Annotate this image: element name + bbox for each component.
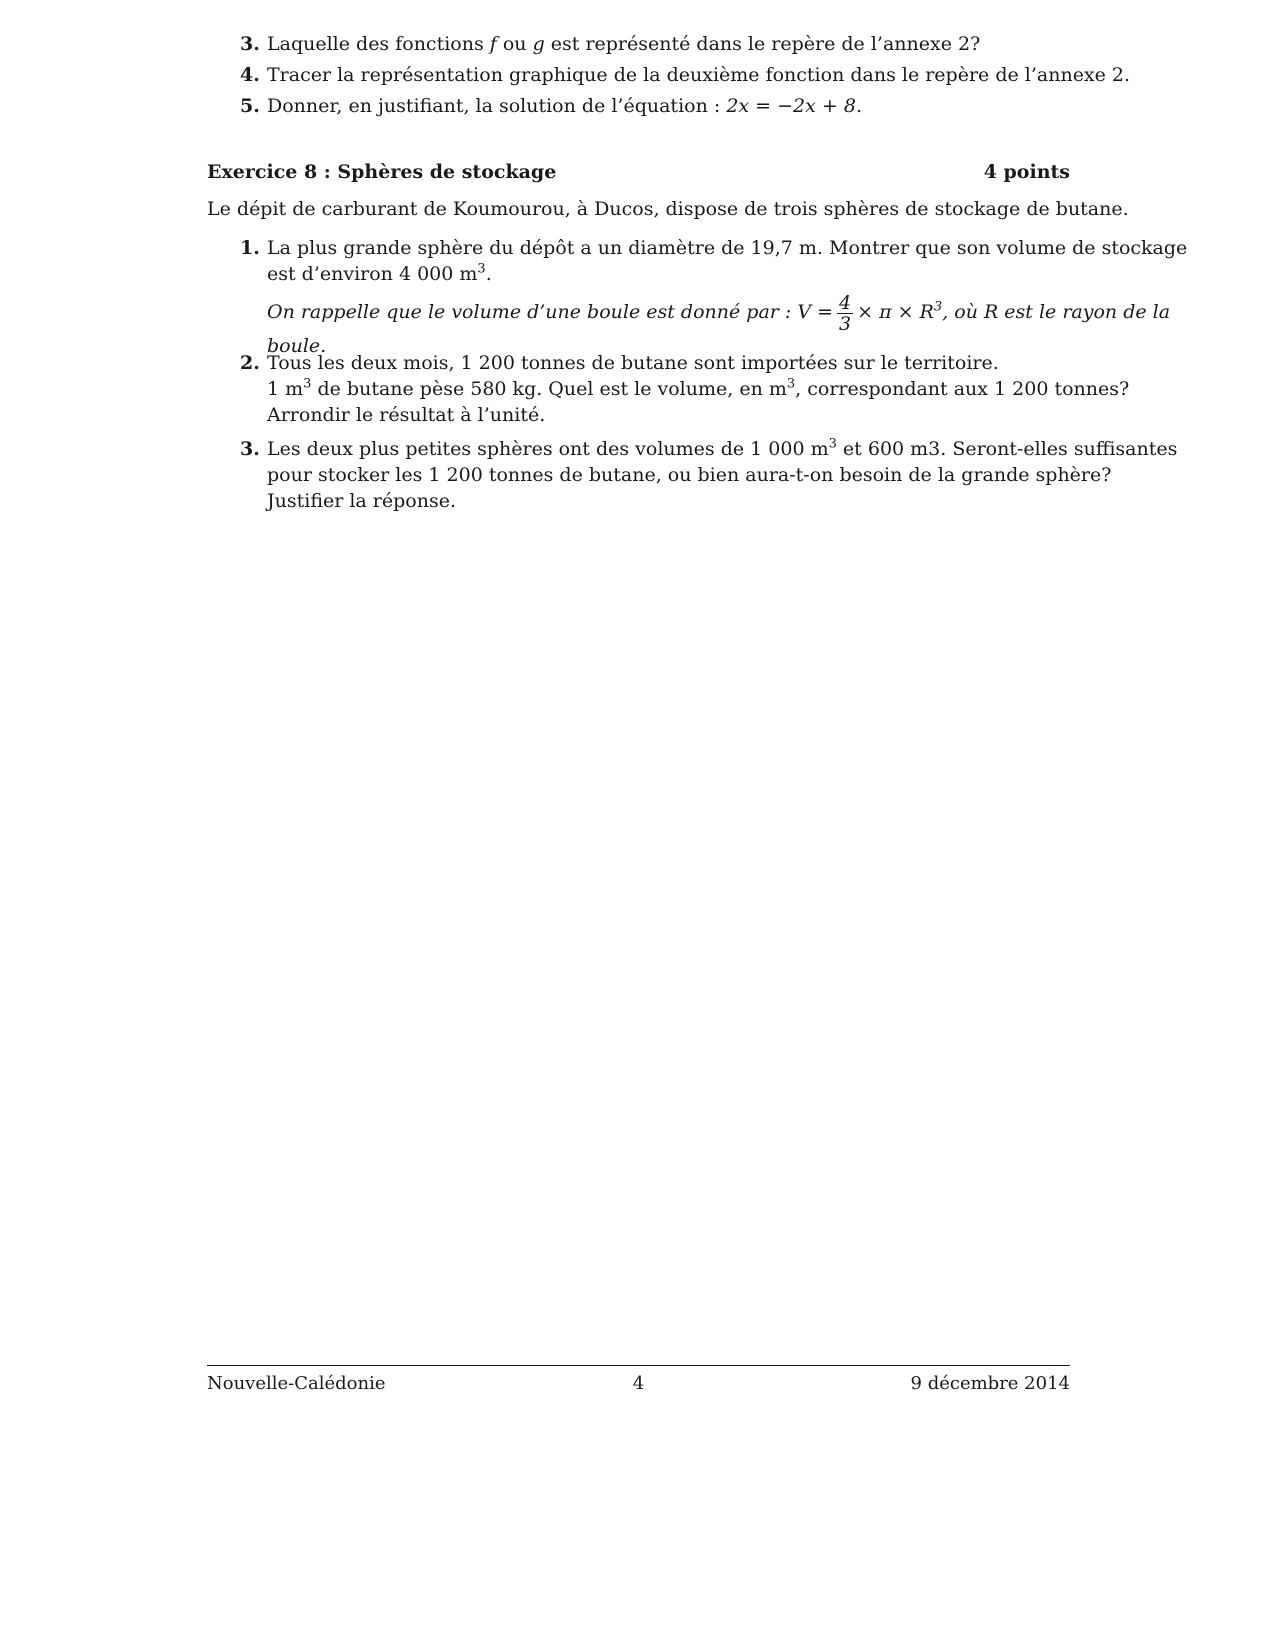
footer-date: 9 décembre 2014 — [910, 1373, 1070, 1394]
question-number: 3. — [240, 33, 260, 55]
footer-divider — [207, 1365, 1070, 1366]
exercise-heading — [207, 161, 1070, 183]
page-footer — [207, 1373, 1070, 1397]
exercise-title: Exercice 8 : Sphères de stockage — [207, 161, 557, 183]
question-number: 4. — [240, 64, 260, 86]
question-number: 5. — [240, 95, 260, 117]
exercise-points: 4 points — [983, 161, 1070, 183]
footer-location: Nouvelle-Calédonie — [207, 1373, 386, 1394]
document-page: 3. Laquelle des fonctions f ou g est représenté dans le repère de l’annexe 2? 4. Tracer la représentation graphique de la deuxième fonction dans le repère de l’annexe 2. 5. Donner, en justifiant, la solution de l’équation : 2x = −2x + 8. Exercice 8 : Sphères de stockage 4 points Le dépit de carburant de Koumourou, à Ducos, dispose de trois sphères de stockage de butane. 1. La plus grande sphère du dépôt a un diamètre de 19,7 m. Montrer que son volume de stockage est d’environ 4 000 $m^3$. On rappelle que le volume d’une boule est donné par : V = $\frac{4}{3}$ × $\pi \times R^3$, où R est le rayon de la boule. 2. Tous les deux mois, 1 200 tonnes de butane sont importées sur le territoire. 1 $m^3$ de butane pèse 580 kg. Quel est le volume, en $m^3$, correspondant aux 1 200 tonnes? Arrondir le résultat à l’unité. 3. Les deux plus petites sphères ont des volumes de 1 000 $m^3$ et 600 m3. Seront-elles suffisantes pour stocker les 1 200 tonnes de butane, ou bien aura-t-on besoin de la grande sphère? Justifier la réponse. Nouvelle-Calédonie 4 9 décembre 2014 — [0, 0, 1275, 1650]
volume-formula-hint: On rappelle que le volume d’une boule est donné par : V = $\frac{4}{3}$ × $\pi \times R^3$, où R est le rayon de la — [267, 291, 1171, 335]
question-number: 2. — [240, 352, 260, 374]
question-number: 3. — [240, 438, 260, 460]
equation: 2x = −2x + 8 — [726, 95, 856, 117]
page-number: 4 — [632, 1373, 645, 1394]
exercise-intro: Le dépit de carburant de Koumourou, à Ducos, dispose de trois sphères de stockage de butane. — [207, 198, 1129, 220]
fraction: $\frac{4}{3}$ — [839, 291, 852, 335]
question-number: 1. — [240, 237, 260, 259]
